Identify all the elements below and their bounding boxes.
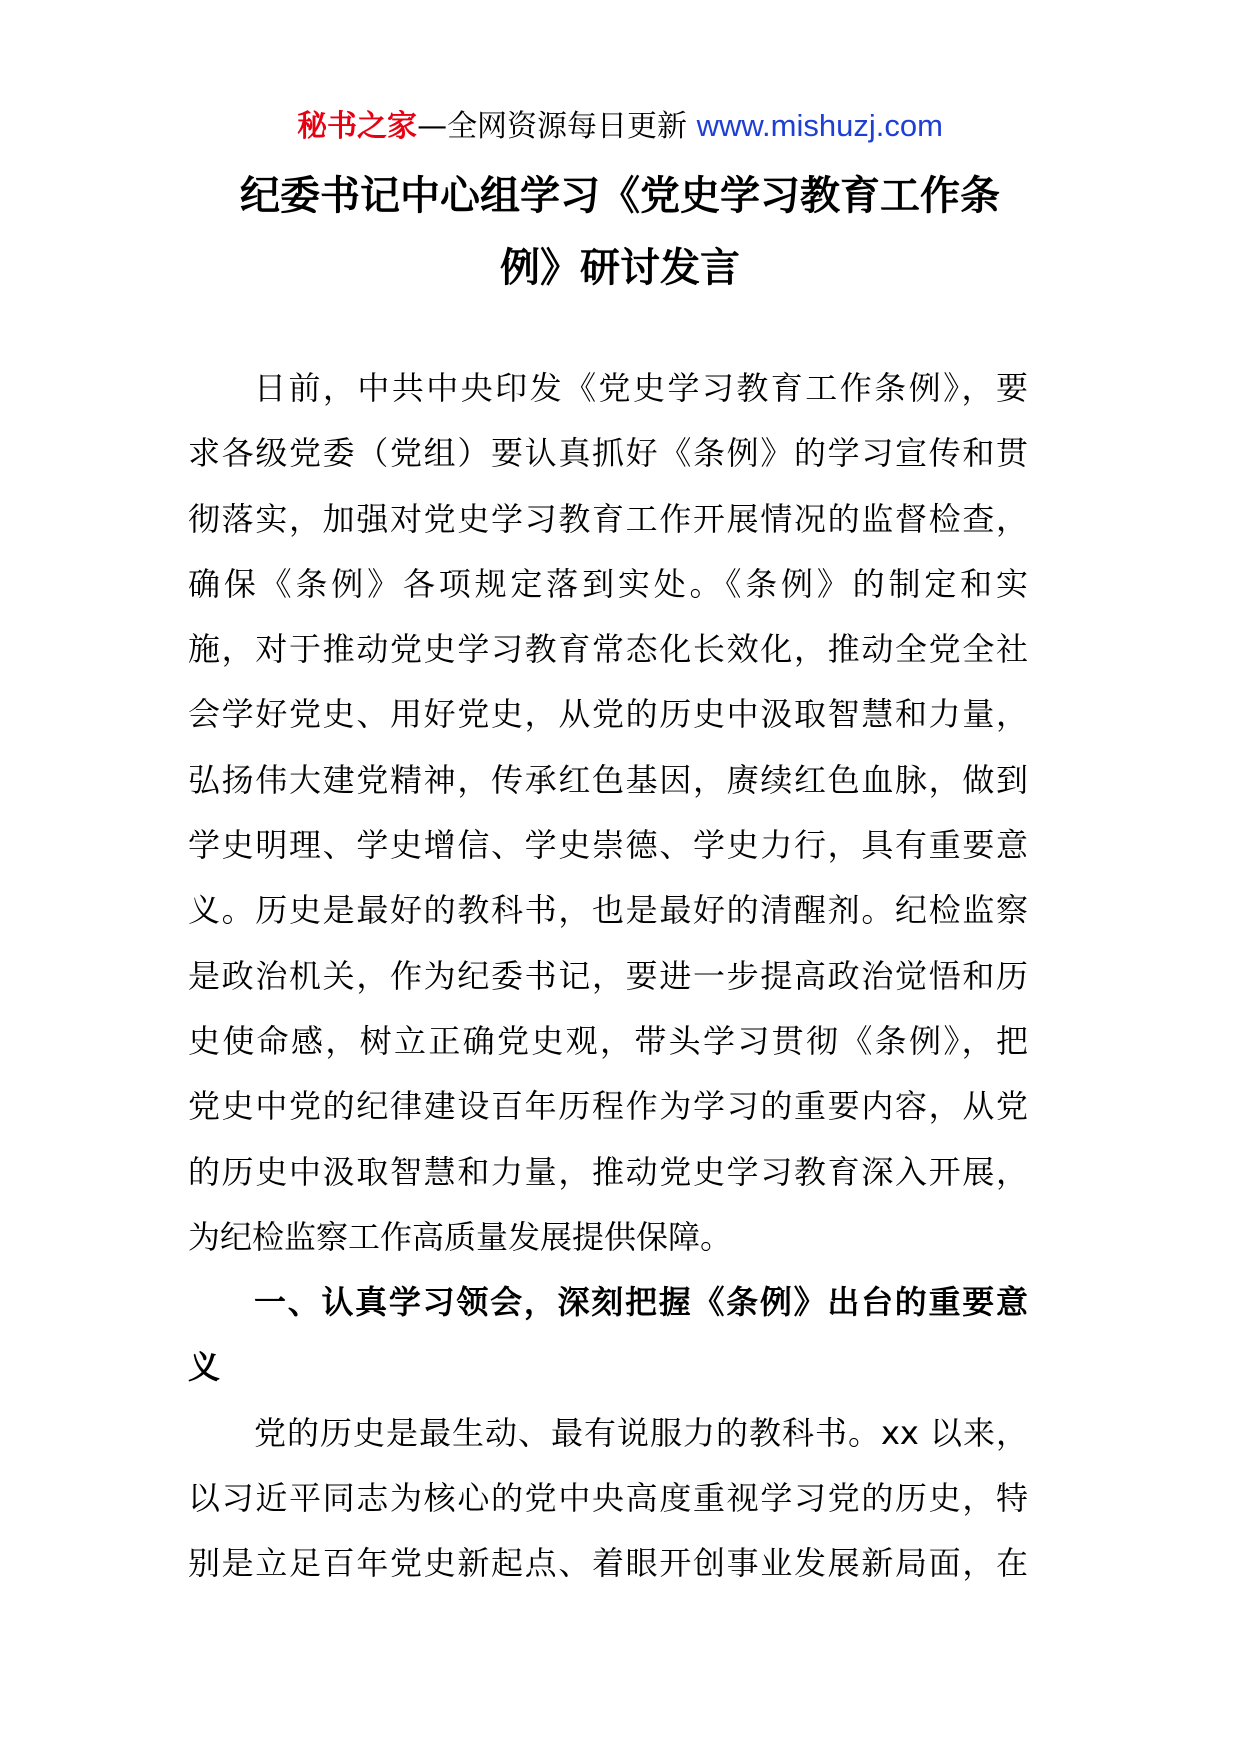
text-line: 为纪检监察工作高质量发展提供保障。 bbox=[188, 1217, 733, 1256]
site-slogan: —全网资源每日更新 bbox=[417, 109, 688, 144]
text-line: 的历史中汲取智慧和力量，推动党史学习教育深入开展， bbox=[188, 1152, 1028, 1191]
site-url-link[interactable]: www.mishuzj.com bbox=[696, 108, 943, 143]
paragraph-intro bbox=[188, 356, 1028, 1270]
text-line: 别是立足百年党史新起点、着眼开创事业发展新局面，在 bbox=[188, 1544, 1028, 1583]
paragraph-history bbox=[188, 1401, 1028, 1597]
text-line: 日前，中共中央印发《党史学习教育工作条例》，要 bbox=[254, 369, 1028, 407]
text-line: 学史明理、学史增信、学史崇德、学史力行，具有重要意 bbox=[188, 826, 1028, 865]
text-line: 义。历史是最好的教科书，也是最好的清醒剂。纪检监察 bbox=[188, 891, 1028, 930]
text-line: 弘扬伟大建党精神，传承红色基因，赓续红色血脉，做到 bbox=[188, 760, 1028, 799]
text-line: 是政治机关，作为纪委书记，要进一步提高政治觉悟和历 bbox=[188, 956, 1028, 995]
heading-line: 义 bbox=[188, 1348, 221, 1387]
site-header bbox=[0, 98, 1240, 155]
document-title-line: 纪委书记中心组学习《党史学习教育工作条 bbox=[240, 173, 1000, 219]
document-title bbox=[140, 160, 1100, 304]
document-title-line: 例》研讨发言 bbox=[500, 245, 740, 291]
text-line: 史使命感，树立正确党史观，带头学习贯彻《条例》，把 bbox=[188, 1021, 1028, 1060]
heading-line: 一、认真学习领会，深刻把握《条例》出台的重要意 bbox=[254, 1283, 1028, 1322]
text-line: 会学好党史、用好党史，从党的历史中汲取智慧和力量， bbox=[188, 695, 1028, 734]
text-line: 以习近平同志为核心的党中央高度重视学习党的历史，特 bbox=[188, 1479, 1028, 1518]
text-line: 确保《条例》各项规定落到实处。《条例》的制定和实 bbox=[188, 564, 1028, 603]
text-line: 党史中党的纪律建设百年历程作为学习的重要内容，从党 bbox=[188, 1087, 1028, 1126]
text-line: 施，对于推动党史学习教育常态化长效化，推动全党全社 bbox=[188, 630, 1028, 669]
text-line: 彻落实，加强对党史学习教育工作开展情况的监督检查， bbox=[188, 499, 1028, 538]
site-brand: 秘书之家 bbox=[297, 109, 418, 144]
section-heading bbox=[188, 1270, 1028, 1401]
text-line: 求各级党委（党组）要认真抓好《条例》的学习宣传和贯 bbox=[188, 434, 1028, 473]
document-body bbox=[188, 356, 1028, 1597]
text-line: 党的历史是最生动、最有说服力的教科书。xx 以来， bbox=[254, 1413, 1028, 1452]
